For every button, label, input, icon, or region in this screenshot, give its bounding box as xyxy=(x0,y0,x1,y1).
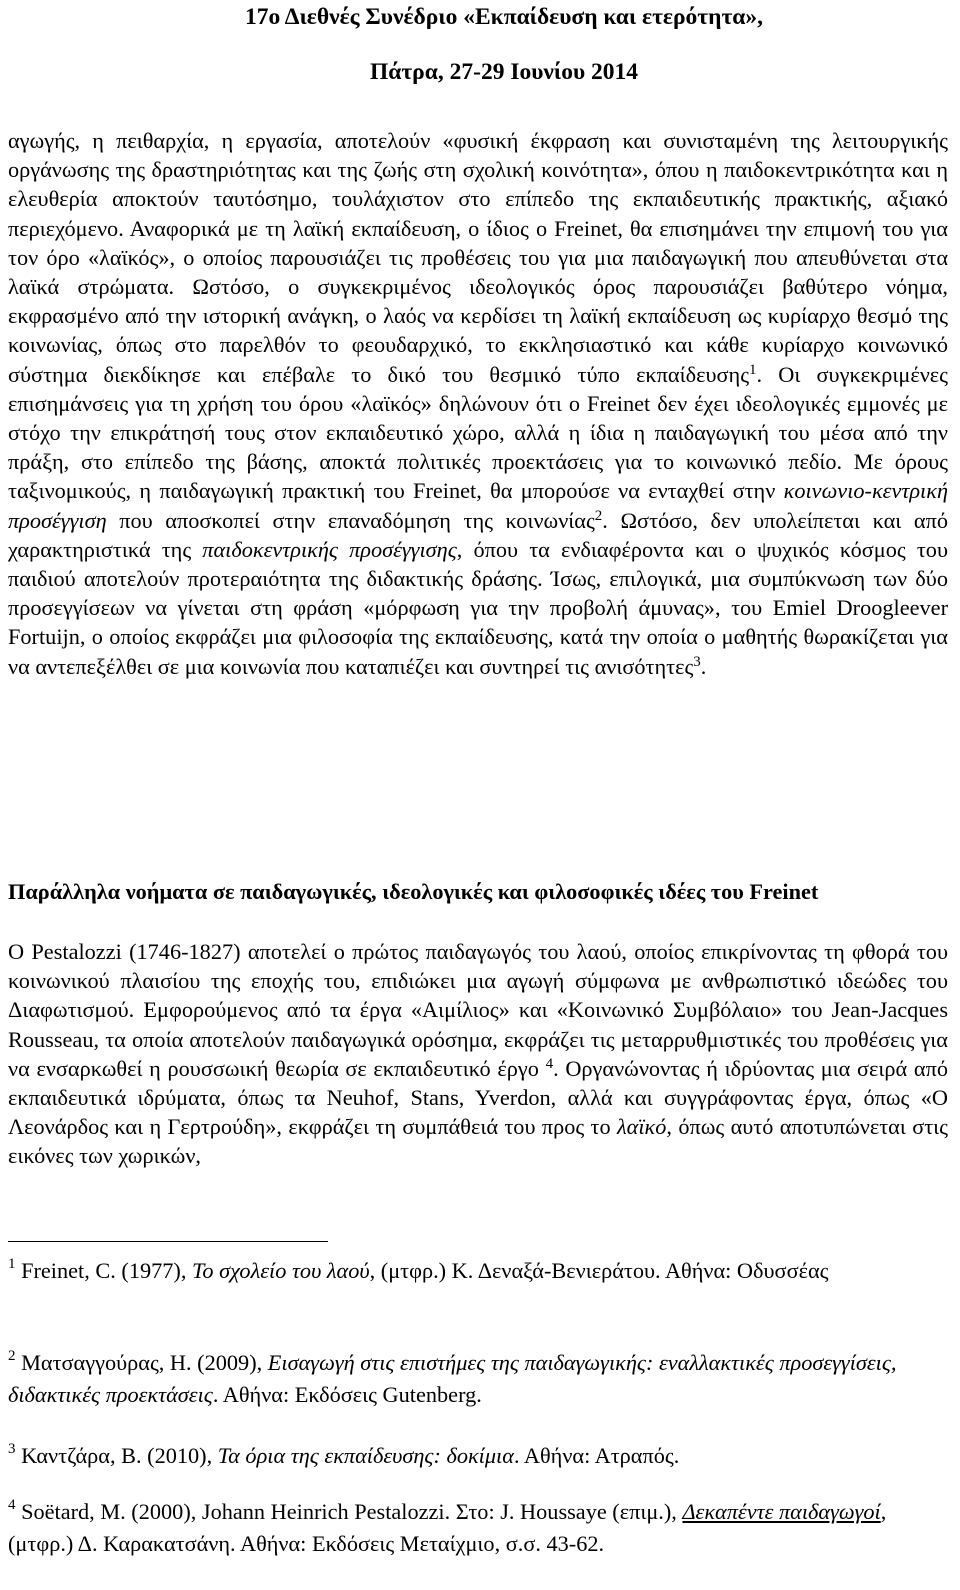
footnote-ref: 4 xyxy=(545,1055,554,1072)
footnote-ref: 2 xyxy=(594,507,603,524)
footnote-text: , (μτφρ.) Δ. Καρακατσάνη. Αθήνα: Εκδόσεις Μεταίχμιο, σ.σ. 43-62. xyxy=(8,1499,887,1556)
footnote-separator xyxy=(8,1241,328,1242)
text-run: , όπου τα ενδιαφέροντα και ο ψυχικός κόσμος του παιδιού αποτελούν προτεραιότητα της διδακτικής δράσης. Ίσως, επιλογικά, μια συμπύκνωση των δύο προσεγγίσεων να γίνεται στη φράση «μόρφωση για την προβολή άμυνας», του Emiel Droogleever Fortuijn, ο οποίος εκφράζει μια φιλοσοφία της εκπαίδευσης, κατά την οποία ο μαθητής θωρακίζεται για να αντεπεξέλθει σε μια κοινωνία που καταπιέζει και συντηρεί τις ανισότητες xyxy=(8,536,948,679)
footnote-text: . Αθήνα: Εκδόσεις Gutenberg. xyxy=(212,1382,482,1407)
italic-term: λαϊκό xyxy=(617,1114,667,1140)
text-run: , όπως αυτό αποτυπώνεται στις εικόνες των χωρικών, xyxy=(8,1114,949,1169)
footnote-text: Freinet, C. (1977), xyxy=(15,1258,192,1283)
footnote-text: . Αθήνα: Ατραπός. xyxy=(513,1443,680,1468)
footnote-text: Ματσαγγούρας, Η. (2009), xyxy=(15,1350,268,1375)
footnote xyxy=(8,1496,938,1560)
text-run: . Ωστόσο, δεν υπολείπεται και από χαρακτηριστικά της xyxy=(8,507,948,562)
footnote-number: 1 xyxy=(8,1256,16,1272)
running-header-place-date: Πάτρα, 27-29 Ιουνίου 2014 xyxy=(369,59,639,85)
text-run: . Οργανώνοντας ή ιδρύοντας μια σειρά από εκπαιδευτικά ιδρύματα, όπως τα Neuhof, Stans, Yverdon, αλλά και συγγράφοντας έργα, όπως «Ο Λεονάρδος και η Γερτρούδη», εκφράζει τη συμπάθειά του προς το xyxy=(8,1055,948,1140)
text-run: αγωγής, η πειθαρχία, η εργασία, αποτελούν «φυσική έκφραση και συνισταμένη της λειτουργικής οργάνωσης της δραστηριότητας και της ζωής στη σχολική κοινότητα», όπου η παιδοκεντρικότητα και η ελευθερία αποκτούν ταυτόσημο, τουλάχιστον στο επίπεδο της εκπαιδευτικής πρακτικής, αξιακό περιεχόμενο. Αναφορικά με τη λαϊκή εκπαίδευση, ο ίδιος ο Freinet, θα επισημάνει την επιμονή του για τον όρο «λαϊκός», ο οποίος παρουσιάζει τις προθέσεις του για μια παιδαγωγική που απευθύνεται στα λαϊκά στρώματα. Ωστόσο, ο συγκεκριμένος ιδεολογικός όρος παρουσιάζει βαθύτερο νόημα, εκφρασμένο από την ιστορική ανάγκη, ο λαός να κερδίσει τη λαϊκή εκπαίδευση ως κυρίαρχο θεσμό της κοινωνίας, όπως στο παρελθόν το φεουδαρχικό, το εκκλησιαστικό και κάθε κυρίαρχο κοινωνικό σύστημα διεκδίκησε και επέβαλε το δικό του θεσμικό τύπο εκπαίδευσης xyxy=(8,128,948,387)
section-heading: Παράλληλα νοήματα σε παιδαγωγικές, ιδεολογικές και φιλοσοφικές ιδέες του Freinet xyxy=(8,879,819,904)
footnote-ref: 1 xyxy=(749,361,757,378)
footnote-title: Τα όρια της εκπαίδευσης: δοκίμια xyxy=(217,1443,514,1468)
text-run: . xyxy=(700,653,707,679)
footnote-number: 2 xyxy=(8,1348,16,1364)
footnote-text: , (μτφρ.) Κ. Δεναξά-Βενιεράτου. Αθήνα: Οδυσσέας xyxy=(369,1258,829,1283)
footnote-text: Καντζάρα, Β. (2010), xyxy=(15,1443,218,1468)
italic-term: παιδοκεντρικής προσέγγισης xyxy=(202,536,457,562)
footnote-text: Soëtard, M. (2000), Johann Heinrich Pestalozzi. Στο: J. Houssaye (επιμ.), xyxy=(15,1499,683,1524)
running-header-conference: 17ο Διεθνές Συνέδριο «Εκπαίδευση και ετερότητα», xyxy=(244,4,764,30)
body-paragraph xyxy=(8,937,948,1171)
footnote-number: 4 xyxy=(8,1497,16,1513)
footnote xyxy=(8,1347,938,1411)
text-run: . Οι συγκεκριμένες επισημάνσεις για τη χρήση του όρου «λαϊκός» δηλώνουν ότι ο Freinet δεν έχει ιδεολογικές εμμονές με στόχο την επικράτησή τους στον εκπαιδευτικό χώρο, αλλά η ίδια η παιδαγωγική του μέσα από την πράξη, στο επίπεδο της βάσης, αποκτά πολιτικές προεκτάσεις για το κοινωνικό πεδίο. Με όρους ταξινομικούς, η παιδαγωγική πρακτική του Freinet, θα μπορούσε να ενταχθεί στην xyxy=(8,361,948,504)
text-run: που αποσκοπεί στην επαναδόμηση της κοινωνίας xyxy=(106,507,595,533)
footnote-number: 3 xyxy=(8,1441,16,1457)
footnote-ref: 3 xyxy=(693,653,701,670)
body-paragraph xyxy=(8,126,948,681)
footnote xyxy=(8,1255,938,1287)
footnote-title: Δεκαπέντε παιδαγωγοί xyxy=(682,1499,881,1524)
text-run: Ο Pestalozzi (1746-1827) αποτελεί ο πρώτος παιδαγωγός του λαού, οποίος επικρίνοντας τη φθορά του κοινωνικού πλαισίου της εποχής του, επιδιώκει μια αγωγή σύμφωνα με ανθρωπιστικό ιδεώδες του Διαφωτισμού. Εμφορούμενος από τα έργα «Αιμίλιος» και «Κοινωνικό Συμβόλαιο» του Jean-Jacques Rousseau, τα οποία αποτελούν παιδαγωγικά ορόσημα, εκφράζει τις μεταρρυθμιστικές του προθέσεις για να ενσαρκωθεί η ρουσσωική θεωρία σε εκπαιδευτικό έργο xyxy=(8,939,948,1081)
italic-term: κοινωνιο-κεντρική προσέγγιση xyxy=(8,478,948,533)
footnote-title: Το σχολείο του λαού xyxy=(192,1258,370,1283)
footnote-title: Εισαγωγή στις επιστήμες της παιδαγωγικής: εναλλακτικές προσεγγίσεις, διδακτικές προεκτάσεις xyxy=(8,1350,897,1407)
footnote xyxy=(8,1440,938,1472)
